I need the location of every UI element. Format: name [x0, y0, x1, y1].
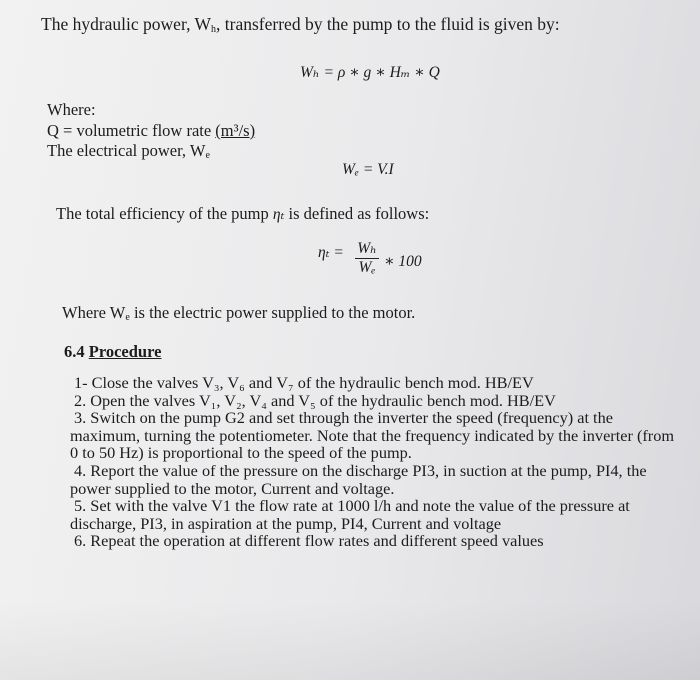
electrical-power-equation: Wₑ = V.I [342, 161, 394, 178]
procedure-line: 3. Switch on the pump G2 and set through the inverter the speed (frequency) at the [74, 408, 613, 428]
electrical-power-text: The electrical power, W [47, 141, 206, 160]
motor-note-text-end: is the electric power supplied to the motor. [129, 303, 416, 322]
flow-rate-units: (m³/s) [215, 121, 256, 140]
where-label: Where: [47, 100, 96, 119]
efficiency-equation-rhs: ∗ 100 [384, 253, 422, 270]
procedure-line: 4. Report the value of the pressure on the discharge PI3, in suction at the pump, PI4, the [74, 460, 647, 480]
procedure-line: maximum, turning the potentiometer. Note that the frequency indicated by the inverter (from [70, 425, 675, 445]
procedure-line: 1- Close the valves V₃, V₆ and V₇ of the hydraulic bench mod. HB/EV [74, 373, 534, 392]
fraction-denominator: Wₑ [358, 259, 376, 276]
section-heading [64, 342, 161, 362]
procedure-line: 2. Open the valves V₁, V₂, V₄ and V₅ of the hydraulic bench mod. HB/EV [74, 390, 556, 410]
intro-text: The hydraulic power, W [41, 14, 212, 34]
motor-note-text: Where W [62, 303, 126, 322]
efficiency-equation-lhs: ηₜ = [318, 244, 344, 261]
flow-rate-text: Q = volumetric flow rate [47, 121, 216, 140]
efficiency-text: The total efficiency of the pump [56, 204, 273, 223]
intro-text-end: , transferred by the pump to the fluid is given by: [216, 14, 560, 34]
photo-shading [0, 600, 700, 680]
flow-rate-definition [47, 121, 255, 141]
electrical-power-definition [47, 141, 210, 161]
efficiency-fraction [355, 240, 379, 276]
intro-subscript: h [211, 24, 217, 35]
efficiency-text-end: is defined as follows: [284, 204, 430, 223]
efficiency-sentence [56, 204, 429, 224]
procedure-line: discharge, PI3, in aspiration at the pump, PI4, Current and voltage [70, 513, 502, 533]
motor-power-note [62, 303, 415, 323]
efficiency-symbol: ηₜ [272, 206, 285, 223]
electrical-power-subscript: e [205, 150, 210, 161]
procedure-line: power supplied to the motor, Current and voltage. [70, 478, 395, 498]
intro-sentence [41, 14, 560, 35]
section-title: Procedure [88, 342, 162, 361]
procedure-line: 6. Repeat the operation at different flow rates and different speed values [74, 531, 544, 551]
fraction-numerator: Wₕ [355, 240, 379, 259]
procedure-steps [70, 373, 675, 551]
procedure-line: 5. Set with the valve V1 the flow rate at 1000 l/h and note the value of the pressure at [74, 496, 630, 516]
procedure-line: 0 to 50 Hz) is proportional to the speed of the pump. [70, 443, 412, 463]
section-number: 6.4 [64, 342, 89, 361]
motor-note-subscript: e [125, 312, 130, 323]
hydraulic-power-equation: Wₕ = ρ ∗ g ∗ Hₘ ∗ Q [300, 64, 440, 81]
